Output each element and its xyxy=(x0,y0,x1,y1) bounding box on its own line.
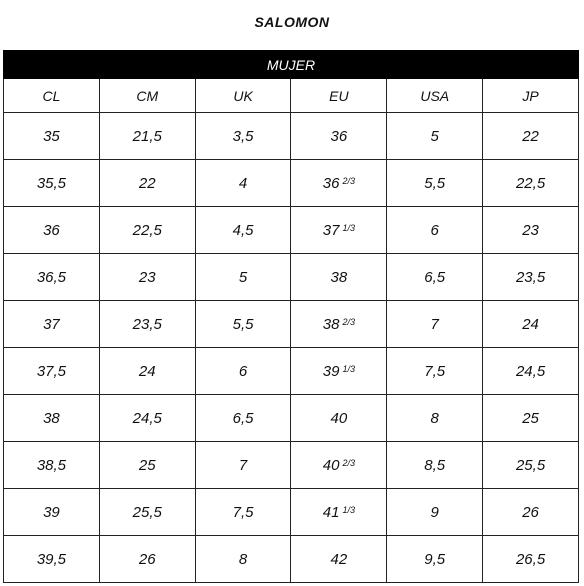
cell-cl-value: 37 xyxy=(43,315,60,333)
cell-cl-value: 39,5 xyxy=(36,550,67,568)
table-row xyxy=(4,301,579,348)
cell-jp xyxy=(483,207,579,254)
cell-jp xyxy=(483,442,579,489)
size-rows xyxy=(4,113,579,583)
cell-jp xyxy=(483,489,579,536)
cell-cl xyxy=(4,113,100,160)
cell-eu xyxy=(291,348,387,395)
cell-jp xyxy=(483,536,579,583)
cell-cm-value: 21,5 xyxy=(132,127,162,145)
cell-uk xyxy=(195,113,291,160)
cell-eu-fraction: 2/3 xyxy=(342,175,355,186)
column-header-cm: CM xyxy=(99,79,195,113)
cell-uk-value: 4 xyxy=(238,174,248,192)
cell-uk xyxy=(195,489,291,536)
cell-eu-value: 38 xyxy=(330,268,348,286)
cell-cm-value: 23,5 xyxy=(132,315,162,333)
cell-usa xyxy=(387,113,483,160)
column-header-uk: UK xyxy=(195,79,291,113)
cell-uk xyxy=(195,348,291,395)
cell-eu-value: 37 xyxy=(322,221,340,239)
cell-cm xyxy=(99,395,195,442)
cell-uk xyxy=(195,301,291,348)
cell-uk-value: 4,5 xyxy=(232,221,254,239)
cell-cl-value: 35 xyxy=(43,127,60,145)
column-header-usa: USA xyxy=(387,79,483,113)
cell-eu xyxy=(291,160,387,207)
cell-cm-value: 23 xyxy=(138,268,156,286)
cell-usa xyxy=(387,254,483,301)
cell-eu-fraction: 1/3 xyxy=(342,222,355,233)
cell-eu-fraction: 1/3 xyxy=(342,504,355,515)
cell-uk-value: 6,5 xyxy=(232,409,254,427)
column-header-jp: JP xyxy=(483,79,579,113)
cell-usa-value: 6,5 xyxy=(424,268,446,286)
cell-cl xyxy=(4,254,100,301)
cell-jp-value: 24,5 xyxy=(515,362,546,380)
cell-jp-value: 25,5 xyxy=(515,456,546,474)
cell-cl-value: 35,5 xyxy=(36,174,67,192)
cell-cl-value: 36 xyxy=(43,221,60,239)
cell-eu-value: 39 xyxy=(322,362,340,380)
column-header-cl: CL xyxy=(4,79,100,113)
cell-usa xyxy=(387,536,483,583)
cell-eu-fraction: 1/3 xyxy=(342,363,355,374)
cell-jp xyxy=(483,301,579,348)
cell-eu-value: 42 xyxy=(330,550,348,568)
section-title: MUJER xyxy=(4,51,579,79)
cell-cm xyxy=(99,348,195,395)
table-row xyxy=(4,254,579,301)
cell-uk xyxy=(195,536,291,583)
cell-uk-value: 7 xyxy=(238,456,248,474)
cell-eu xyxy=(291,395,387,442)
cell-cm xyxy=(99,160,195,207)
cell-uk xyxy=(195,160,291,207)
table-row xyxy=(4,536,579,583)
cell-jp-value: 26,5 xyxy=(515,550,546,568)
cell-eu xyxy=(291,207,387,254)
cell-usa-value: 5 xyxy=(430,127,439,145)
table-row xyxy=(4,207,579,254)
cell-jp-value: 22,5 xyxy=(515,174,546,192)
cell-jp xyxy=(483,113,579,160)
cell-usa-value: 7,5 xyxy=(424,362,446,380)
column-header-eu: EU xyxy=(291,79,387,113)
cell-usa xyxy=(387,160,483,207)
cell-usa-value: 6 xyxy=(430,221,439,239)
cell-eu xyxy=(291,489,387,536)
cell-cl xyxy=(4,301,100,348)
cell-cm xyxy=(99,489,195,536)
cell-cm xyxy=(99,113,195,160)
cell-jp-value: 22 xyxy=(522,127,539,145)
cell-jp xyxy=(483,254,579,301)
cell-usa xyxy=(387,395,483,442)
cell-cl xyxy=(4,348,100,395)
table-row xyxy=(4,395,579,442)
cell-uk xyxy=(195,254,291,301)
cell-cl-value: 36,5 xyxy=(36,268,67,286)
cell-uk xyxy=(195,395,291,442)
cell-usa xyxy=(387,207,483,254)
cell-eu xyxy=(291,113,387,160)
cell-uk-value: 7,5 xyxy=(232,503,254,521)
cell-cl xyxy=(4,207,100,254)
cell-cl xyxy=(4,442,100,489)
table-row xyxy=(4,113,579,160)
cell-usa-value: 9,5 xyxy=(424,550,446,568)
cell-uk xyxy=(195,442,291,489)
cell-cl-value: 39 xyxy=(43,503,60,521)
cell-cl-value: 38,5 xyxy=(36,456,67,474)
cell-cl-value: 37,5 xyxy=(36,362,67,380)
cell-usa-value: 8 xyxy=(430,409,439,427)
cell-cl xyxy=(4,160,100,207)
cell-cl xyxy=(4,536,100,583)
cell-cm-value: 26 xyxy=(138,550,156,568)
cell-eu-value: 38 xyxy=(322,315,340,333)
cell-eu xyxy=(291,301,387,348)
section-banner-row xyxy=(4,51,579,79)
cell-cm-value: 24,5 xyxy=(132,409,162,427)
cell-jp xyxy=(483,395,579,442)
cell-jp xyxy=(483,348,579,395)
size-chart-table xyxy=(3,50,579,583)
cell-eu xyxy=(291,442,387,489)
cell-eu-value: 36 xyxy=(330,127,348,145)
cell-eu xyxy=(291,536,387,583)
cell-jp-value: 25 xyxy=(522,409,539,427)
cell-eu xyxy=(291,254,387,301)
cell-uk-value: 5,5 xyxy=(232,315,254,333)
cell-usa-value: 8,5 xyxy=(424,456,446,474)
cell-cm xyxy=(99,207,195,254)
table-row xyxy=(4,348,579,395)
cell-cm xyxy=(99,536,195,583)
cell-cl xyxy=(4,395,100,442)
cell-jp-value: 23,5 xyxy=(515,268,546,286)
cell-usa xyxy=(387,442,483,489)
cell-usa xyxy=(387,489,483,536)
cell-cl xyxy=(4,489,100,536)
cell-eu-value: 40 xyxy=(330,409,348,427)
cell-cm-value: 24 xyxy=(138,362,156,380)
cell-cm xyxy=(99,301,195,348)
cell-jp-value: 24 xyxy=(522,315,539,333)
cell-cm-value: 25 xyxy=(138,456,156,474)
cell-eu-fraction: 2/3 xyxy=(342,457,355,468)
cell-cm xyxy=(99,442,195,489)
cell-cm xyxy=(99,254,195,301)
cell-uk xyxy=(195,207,291,254)
cell-usa-value: 9 xyxy=(430,503,439,521)
cell-uk-value: 3,5 xyxy=(232,127,254,145)
cell-eu-value: 36 xyxy=(322,174,340,192)
table-row xyxy=(4,489,579,536)
cell-jp-value: 23 xyxy=(522,221,539,239)
brand-logo-text: SALOMON xyxy=(254,14,330,30)
cell-jp-value: 26 xyxy=(522,503,539,521)
cell-uk-value: 5 xyxy=(238,268,248,286)
cell-cm-value: 25,5 xyxy=(132,503,162,521)
cell-cl-value: 38 xyxy=(43,409,60,427)
table-row xyxy=(4,160,579,207)
cell-usa-value: 7 xyxy=(430,315,439,333)
column-header-row xyxy=(4,79,579,113)
cell-eu-fraction: 2/3 xyxy=(342,316,355,327)
cell-eu-value: 40 xyxy=(322,456,340,474)
cell-uk-value: 8 xyxy=(238,550,248,568)
cell-cm-value: 22 xyxy=(138,174,156,192)
cell-usa xyxy=(387,301,483,348)
cell-cm-value: 22,5 xyxy=(132,221,162,239)
cell-uk-value: 6 xyxy=(238,362,248,380)
cell-usa xyxy=(387,348,483,395)
table-row xyxy=(4,442,579,489)
cell-jp xyxy=(483,160,579,207)
cell-eu-value: 41 xyxy=(322,503,340,521)
cell-usa-value: 5,5 xyxy=(424,174,446,192)
